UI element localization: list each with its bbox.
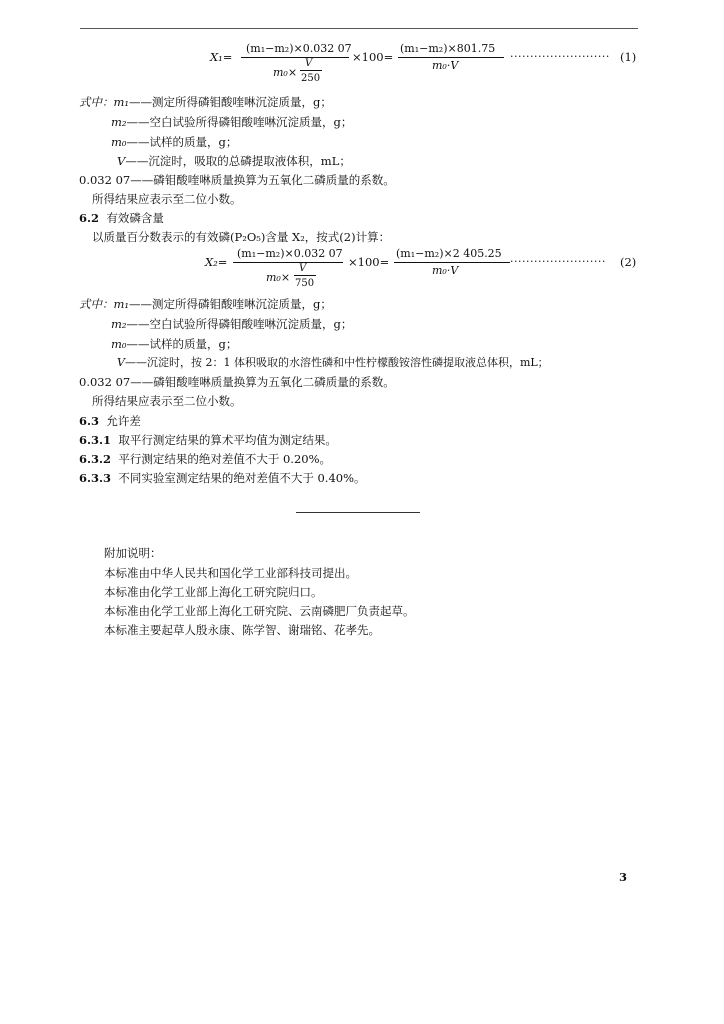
formula-1-leader-dots: ························· — [510, 50, 610, 63]
item-6-3-1: 6.3.1 取平行测定结果的算术平均值为测定结果。 — [79, 433, 337, 447]
where1-line-1: 式中：m₁——测定所得磷钼酸喹啉沉淀质量，g； — [79, 95, 332, 109]
formula-2-label: (2) — [620, 255, 637, 269]
where1-line-3: m₀——试样的质量，g； — [111, 135, 238, 149]
formula-2-denominator-a: m₀× — [266, 271, 291, 284]
where2-line-2: m₂——空白试验所得磷钼酸喹啉沉淀质量，g； — [111, 317, 353, 331]
formula-1-mid: ×100= — [352, 50, 394, 64]
formula-2-numerator-2: (m₁−m₂)×2 405.25 — [396, 247, 502, 260]
formula-1-inner-num: V — [305, 58, 313, 69]
section-6-2-intro: 以质量百分数表示的有效磷(P₂O₅)含量 X₂，按式(2)计算： — [92, 230, 391, 244]
where2-line-1: 式中：m₁——测定所得磷钼酸喹啉沉淀质量，g； — [79, 297, 332, 311]
formula-1-inner-den: 250 — [301, 73, 321, 84]
notes-line-3: 本标准由化学工业部上海化工研究院、云南磷肥厂负责起草。 — [104, 604, 415, 618]
end-of-text-rule — [296, 512, 420, 513]
item-6-3-2: 6.3.2 平行测定结果的绝对差值不大于 0.20%。 — [79, 452, 332, 466]
formula-1-denominator-2: m₀·V — [432, 59, 459, 72]
formula-1-fraction-bar-2 — [398, 57, 504, 58]
header-rule — [80, 28, 638, 29]
formula-1-inner-bar — [300, 70, 322, 71]
formula-2-numerator: (m₁−m₂)×0.032 07 — [237, 247, 343, 260]
formula-2-denominator-2: m₀·V — [432, 264, 459, 277]
formula-1-denominator-a: m₀× — [273, 66, 298, 79]
where1-line-4: V——沉淀时，吸取的总磷提取液体积，mL； — [117, 154, 351, 168]
formula-1-label: (1) — [620, 50, 637, 64]
formula-2-inner-den: 750 — [295, 278, 315, 289]
section-6-2-heading: 6.2 有效磷含量 — [79, 211, 164, 225]
formula-2-inner-num: V — [299, 263, 307, 274]
notes-line-4: 本标准主要起草人殷永康、陈学智、谢瑞铭、花孝先。 — [104, 623, 380, 637]
formula-2-lhs: X₂= — [205, 255, 228, 269]
formula-2-fraction-bar — [233, 262, 343, 263]
formula-2-fraction-bar-2 — [394, 262, 510, 263]
formula-2-leader-dots: ························ — [510, 255, 606, 268]
formula-2-mid: ×100= — [348, 255, 390, 269]
notes-line-2: 本标准由化学工业部上海化工研究院归口。 — [104, 585, 323, 599]
where2-line-3: m₀——试样的质量，g； — [111, 337, 238, 351]
section-6-3-heading: 6.3 允许差 — [79, 414, 141, 428]
formula-1-numerator: (m₁−m₂)×0.032 07 — [246, 42, 352, 55]
coefficient-note-2: 0.032 07——磷钼酸喹啉质量换算为五氧化二磷质量的系数。 — [79, 375, 395, 389]
formula-1-lhs: X₁= — [210, 50, 233, 64]
rounding-note-2: 所得结果应表示至二位小数。 — [92, 394, 242, 408]
formula-2-inner-bar — [294, 275, 316, 276]
notes-line-1: 本标准由中华人民共和国化学工业部科技司提出。 — [104, 566, 357, 580]
formula-1-numerator-2: (m₁−m₂)×801.75 — [400, 42, 496, 55]
notes-heading: 附加说明： — [104, 546, 162, 560]
formula-1-fraction-bar — [241, 57, 349, 58]
item-6-3-3: 6.3.3 不同实验室测定结果的绝对差值不大于 0.40%。 — [79, 471, 366, 485]
where2-line-4: V——沉淀时，按 2：1 体积吸取的水溶性磷和中性柠檬酸铵溶性磷提取液总体积，mL； — [117, 356, 549, 369]
page-number: 3 — [619, 870, 628, 884]
coefficient-note-1: 0.032 07——磷钼酸喹啉质量换算为五氧化二磷质量的系数。 — [79, 173, 395, 187]
where1-line-2: m₂——空白试验所得磷钼酸喹啉沉淀质量，g； — [111, 115, 353, 129]
rounding-note-1: 所得结果应表示至二位小数。 — [92, 192, 242, 206]
